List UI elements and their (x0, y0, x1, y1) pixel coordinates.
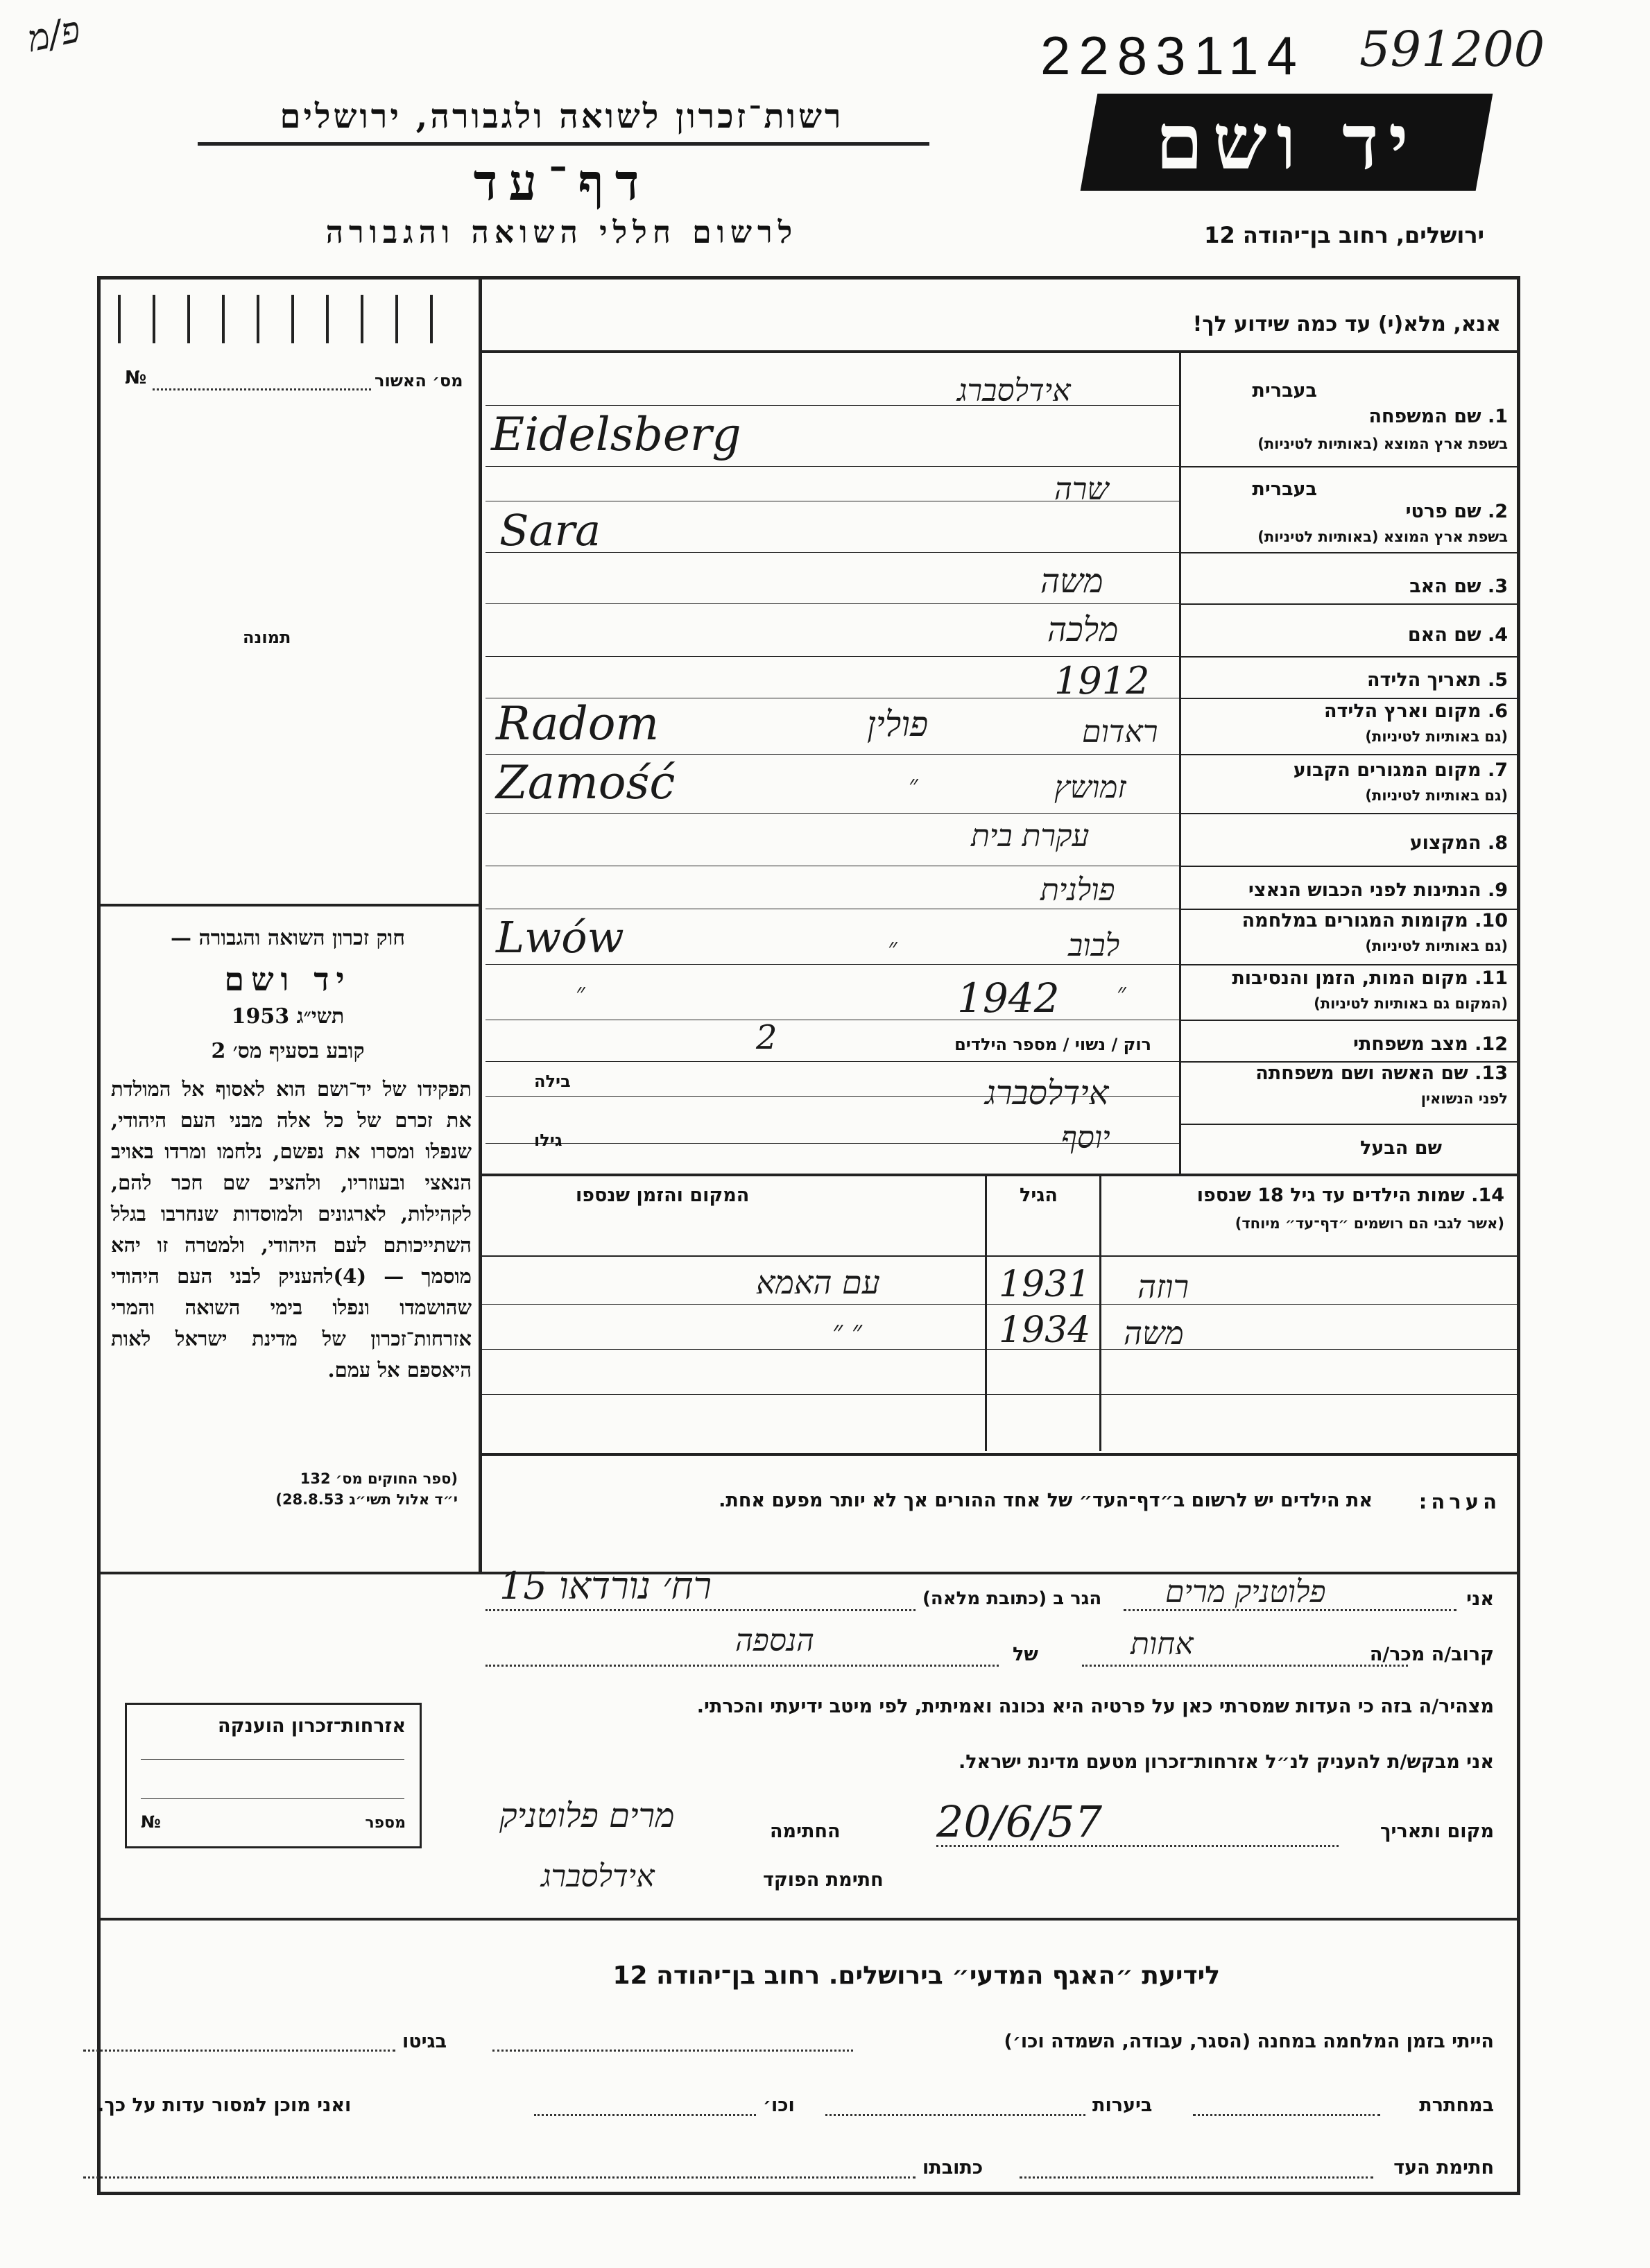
residence-hebrew-value: זמושץ (1054, 770, 1126, 805)
tick-row (118, 295, 465, 343)
write-line (485, 1061, 1179, 1062)
citizenship-box (125, 1703, 422, 1848)
notice-camp-label: הייתי בזמן המלחמה במחנה (הסגר, עבודה, השמדה וכו׳) (1004, 2031, 1494, 2052)
approval-dots (153, 388, 371, 390)
spouse-tag-1: בילה (534, 1072, 571, 1091)
law-text: תפקידו של יד־ושם הוא לאסוף אל המולדת את זכרם של כל אלה מבני העם היהודי, שנפלו ומסרו את נפשם, נלחמו ומרדו באויב הנאצי ובעוזריו, ולהציב שם חכר להם, לקהילות, לארגונים ולמוסדות שנחרבו בגלל השתייכותם לעם היהודי, ולמטרה זו יהא מוסמך — (4)להעניק לבני העם היהודי שהושמדו ונפלו בימי השואה והמרי אזרחות־זכרון של מדינת ישראל לאות היאספם אל עמם. (111, 1077, 472, 1382)
declarant-name: פלוטניק מרים (1165, 1574, 1326, 1610)
notice-title: לידיעת ״האגף המדעי״ בירושלים. רחוב בן־יהודה 12 (612, 1961, 1220, 1990)
field-sub: בשפת ארץ המוצא (באותיות לטיניות) (1257, 529, 1508, 545)
note-label: הערה: (1418, 1490, 1501, 1513)
birth-date-value: 1912 (1054, 659, 1150, 703)
children-header-line (481, 1255, 1519, 1257)
child-age: 1934 (999, 1309, 1091, 1351)
relative-label: קרוב/ה מכר/ה (1369, 1644, 1494, 1665)
spouse-value-2: יוסף (1061, 1120, 1110, 1156)
row-line (1179, 964, 1519, 965)
row-line (1179, 698, 1519, 699)
notice-ghetto-label: בגיטו (402, 2031, 447, 2052)
child-name: רוזה (1137, 1268, 1189, 1305)
officer-value: אידלסברג (541, 1859, 655, 1894)
notice-dots (825, 2114, 1085, 2116)
field-label-birth-date: 5. תאריך הלידה (1366, 669, 1508, 691)
notice-top-line (99, 1918, 1519, 1921)
field-hebrew-tag: בעברית (1252, 380, 1317, 402)
wartime-residence-hebrew-value: לבוב (1068, 928, 1120, 963)
field-sub: בשפת ארץ המוצא (באותיות לטיניות) (1257, 436, 1508, 452)
relative-value: אחות (1131, 1626, 1194, 1662)
approval-no-mark: № (125, 368, 147, 388)
notice-witness-signature-label: חתימת העד (1393, 2157, 1494, 2179)
notice-address-label: כתובתו (922, 2157, 983, 2179)
field-label-occupation: 8. המקצוע (1409, 832, 1508, 854)
field-label-spouse: 13. שם האשה ושם משפחתה (1255, 1063, 1508, 1084)
children-count-value: 2 (756, 1018, 777, 1057)
citizenship-box-number: מספר (365, 1814, 406, 1832)
children-sub: (אשר לגבי הם רושמים ״דף־עד״ מיוחד) (1235, 1215, 1504, 1232)
birth-place-hebrew-value: ראדום (1082, 714, 1158, 750)
family-status-options: רוק / נשוי / מספר הילדים (954, 1035, 1151, 1054)
corner-mark: פ/מ (24, 8, 85, 61)
birth-place-latin-value: Radom (496, 697, 660, 750)
write-line (485, 405, 1179, 406)
row-line (1179, 603, 1519, 605)
signature-label: החתימה (770, 1821, 841, 1842)
statement: מצהיר/ה בזה כי העדות שמסרתי כאן על פרטיה היא נכונה ואמיתית, לפי מיטב ידיעתי והכרתי. (696, 1696, 1494, 1717)
row-line (1179, 813, 1519, 814)
first-name-latin-value: Sara (499, 505, 601, 556)
age-header: הגיל (1020, 1185, 1058, 1206)
spouse-value-1: אידלסברג (985, 1074, 1109, 1112)
notice-dots (83, 2050, 395, 2052)
org-underline (198, 142, 929, 146)
address-line: ירושלים, רחוב בן־יהודה 12 (1204, 222, 1484, 248)
field-sub: (גם באותיות לטיניות) (1365, 728, 1508, 745)
children-row-line (481, 1394, 1519, 1395)
request-citizenship: אני מבקש/ת להעניק לנ״ל אזרחות־זכרון מטעם מדינת ישראל. (958, 1751, 1494, 1773)
field-label-surname: 1. שם המשפחה (1368, 406, 1508, 427)
declarant-dots (1124, 1609, 1456, 1611)
notice-willing-label: ואני מוכן למסור עדות על כך. (97, 2095, 352, 2116)
row-line (1179, 1124, 1519, 1125)
label-column-divider (1179, 352, 1181, 1174)
residence-latin-value: Zamość (496, 756, 676, 809)
citizenship-box-title: אזרחות־זכרון הוענקה (218, 1715, 406, 1737)
approval-label: מס׳ האשור (375, 371, 463, 390)
field-label-wartime-residence: 10. מקומות המגורים במלחמה (1241, 910, 1508, 931)
law-year: תשי״ג 1953 (231, 1004, 345, 1029)
write-line (485, 603, 1179, 604)
law-name: יד ושם (224, 961, 352, 998)
field-label-citizenship: 9. הנתינות לפני הכבוש הנאצי (1248, 879, 1508, 901)
occupation-value: עקרת בית (971, 818, 1090, 854)
write-line (485, 466, 1179, 467)
row-line (1179, 466, 1519, 467)
children-label: 14. שמות הילדים עד גיל 18 שנספו (1196, 1185, 1504, 1206)
org-line: רשות־זכרון לשואה ולגבורה, ירושלים (280, 97, 844, 136)
field-label-birth-place: 6. מקום וארץ הלידה (1323, 701, 1508, 722)
date-value: 20/6/57 (936, 1796, 1103, 1847)
of-value: הנספה (735, 1623, 814, 1658)
photo-label: תמונה (243, 628, 291, 647)
birth-country-value: פולין (867, 704, 929, 744)
note-text: את הילדים יש לרשום ב״דף־העד״ של אחד ההורים אך לא יותר מפעם אחת. (719, 1490, 1373, 1511)
law-source-1: (ספר החוקים מס׳ 132 (300, 1470, 458, 1487)
law-title: חוק זכרון השואה והגבורה — (171, 926, 405, 950)
address-value: רח׳ נורדאו 15 (499, 1564, 712, 1608)
signature-value: מרים פלוטניק (499, 1796, 675, 1835)
place-header: המקום והזמן שנספו (576, 1185, 750, 1206)
field-label-residence: 7. מקום המגורים הקבוע (1293, 759, 1508, 781)
write-line (485, 656, 1179, 657)
surname-hebrew-value: אידלסברג (957, 373, 1071, 409)
field-sub: לפני הנשואין (1420, 1090, 1508, 1107)
row-line (481, 1174, 1519, 1176)
place-date-label: מקום ותאריך (1380, 1821, 1494, 1842)
address-dots (485, 1609, 916, 1611)
ditto-mark: ״ (909, 771, 918, 799)
of-dots (485, 1665, 999, 1667)
children-col-divider (985, 1174, 987, 1451)
address-label: הגר ב (כתובת מלאה) (922, 1588, 1102, 1609)
notice-etc-label: וכו׳ (763, 2095, 795, 2116)
box-line (141, 1759, 404, 1760)
spouse-tag-2: גילו (534, 1131, 562, 1150)
child-place: עם האמא (756, 1264, 880, 1301)
field-sub: (גם באותיות לטיניות) (1365, 938, 1508, 954)
citizenship-value: פולנית (1040, 873, 1115, 908)
ditto-mark: ״ (888, 934, 897, 962)
field-label-father: 3. שם האב (1409, 576, 1508, 597)
request-underline (481, 350, 1519, 353)
left-column-divider (479, 277, 482, 1572)
first-name-hebrew-value: שרה (1054, 472, 1109, 507)
of-label: של (1013, 1644, 1038, 1665)
write-line (485, 754, 1179, 755)
surname-latin-value: Eidelsberg (491, 408, 741, 461)
field-sub: (המקום גם באותיות לטיניות) (1314, 995, 1508, 1012)
row-line (1179, 656, 1519, 658)
request-line: אנא, מלא(י) עד כמה שידוע לך! (1192, 312, 1501, 336)
mother-value: מלכה (1047, 610, 1119, 649)
notice-dots (1020, 2176, 1373, 2179)
write-line (485, 964, 1179, 965)
row-line (1179, 552, 1519, 553)
law-source-2: י״ד אלול תשי״ג 28.8.53) (275, 1491, 458, 1508)
declaration-i-label: אני (1466, 1588, 1494, 1610)
field-label-family-status: 12. מצב משפחתי (1353, 1033, 1508, 1055)
logo-text: יד ושם (1155, 97, 1418, 187)
write-line (485, 813, 1179, 814)
yad-vashem-logo (1081, 94, 1493, 191)
field-label-first-name: 2. שם פרטי (1405, 501, 1508, 522)
handwritten-number: 591200 (1359, 21, 1545, 78)
field-hebrew-tag: בעברית (1252, 479, 1317, 500)
row-line (1179, 866, 1519, 867)
notice-forests-label: ביערות (1092, 2095, 1153, 2116)
row-line (1179, 754, 1519, 755)
note-top-line (481, 1453, 1519, 1456)
field-label-mother: 4. שם האם (1407, 624, 1508, 646)
form-subtitle: לרשום חללי השואה והגבורה (325, 215, 798, 250)
field-label-husband: שם הבעל (1359, 1137, 1442, 1159)
notice-dots (83, 2176, 916, 2179)
ditto-mark: ״ (576, 979, 585, 1007)
citizenship-box-no-mark: № (141, 1812, 161, 1832)
relative-dots (1082, 1665, 1408, 1667)
ditto-mark: ״ (1117, 979, 1126, 1007)
officer-label: חתימת הפוקד (763, 1869, 884, 1891)
notice-dots (1193, 2114, 1380, 2116)
row-line (1179, 1020, 1519, 1021)
child-place: ״ ״ (832, 1315, 863, 1347)
field-sub: (גם באותיות לטיניות) (1365, 787, 1508, 804)
notice-dots (534, 2114, 756, 2116)
notice-underground-label: במחתרת (1419, 2095, 1494, 2116)
document-number: 2283114 (1040, 25, 1305, 86)
child-age: 1931 (999, 1264, 1091, 1305)
box-line (141, 1798, 404, 1799)
field-label-death: 11. מקום המות, הזמן והנסיבות (1232, 968, 1508, 989)
notice-dots (492, 2050, 853, 2052)
child-name: משה (1124, 1314, 1184, 1352)
law-section: קובע בסעיף מס׳ 2 (211, 1039, 365, 1063)
children-col-divider (1099, 1174, 1101, 1451)
father-value: משה (1040, 562, 1103, 601)
death-year-value: 1942 (957, 974, 1060, 1022)
law-top-line (99, 904, 479, 907)
date-dots (936, 1845, 1339, 1847)
wartime-residence-latin-value: Lwów (496, 912, 624, 963)
form-title: דף־עד (473, 153, 651, 212)
